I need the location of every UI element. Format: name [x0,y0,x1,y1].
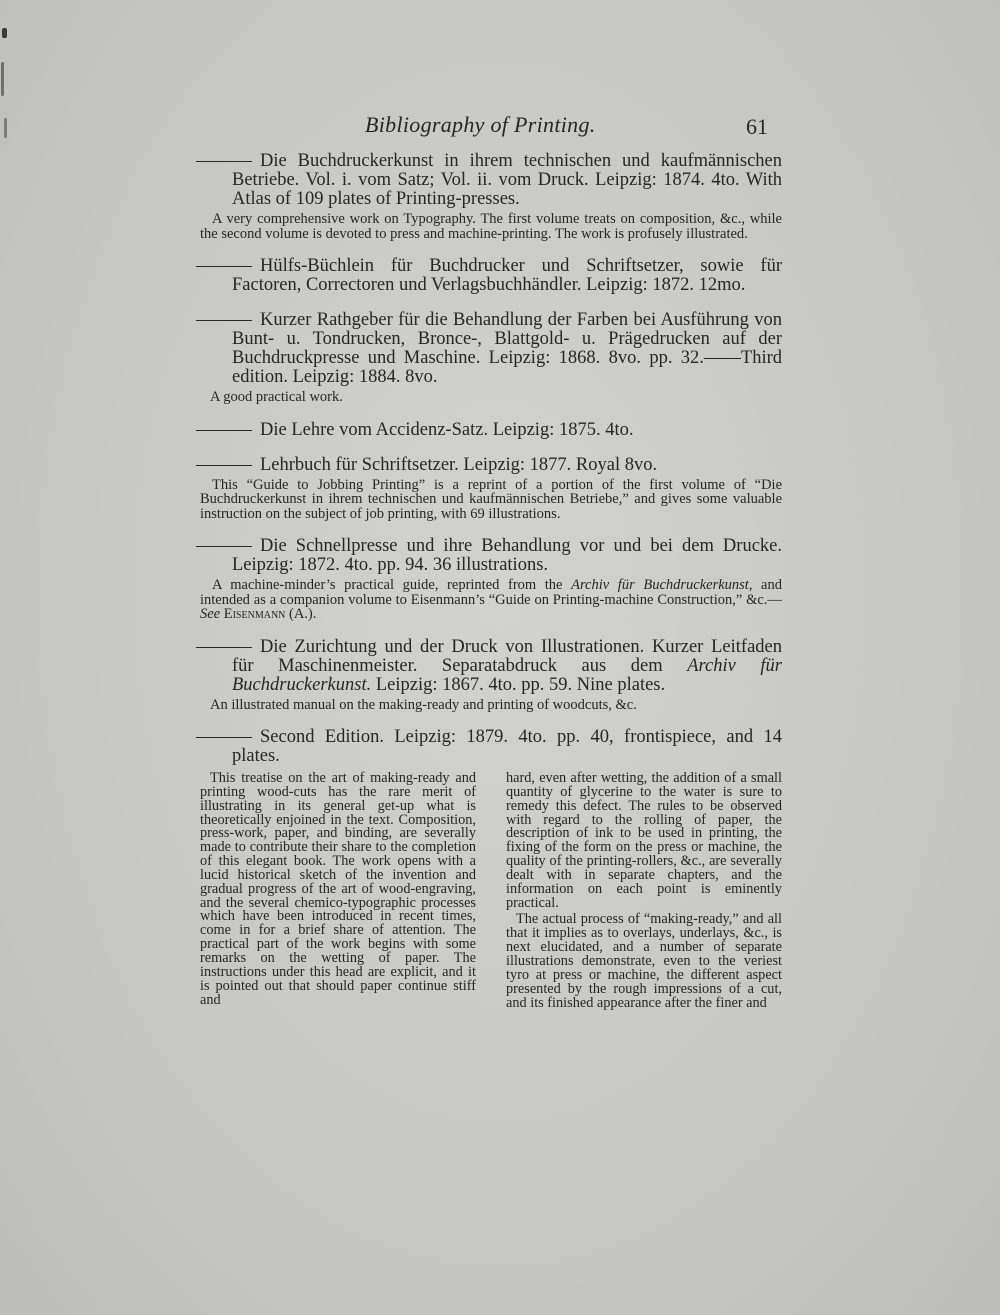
entry-citation-text: Leipzig: 1867. 4to. pp. 59. Nine plates. [371,674,666,695]
ditto-rule [196,161,252,162]
annotation-italic-title: Archiv für Buchdruckerkunst [571,577,749,593]
entry-citation-text: Die Lehre vom Accidenz-Satz. Leipzig: 1875. 4to. [260,419,634,440]
page-number: 61 [746,114,768,139]
entry-citation [200,728,782,766]
bibliography-entry [200,311,782,405]
review-column-right [506,772,782,1010]
entry-citation [200,421,782,440]
entry-citation [200,311,782,387]
review-paragraph: This treatise on the art of making-ready and printing wood-cuts has the rare merit of illustrating in its general get-up what is theoretically enjoined in the text. Composition, press-work, paper, and binding, are severally made to contribute their share to the completion of this elegant book. The work opens with a lucid historical sketch of the invention and gradual progress of the art of wood-engraving, and the several chemico-typographic processes which have been introduced in recent times, come in for a brief share of attention. The practical part of the work begins with some remarks on the wetting of paper. The instructions under this head are explicit, and it is pointed out that should paper continue stiff and [200,770,476,1008]
ditto-rule [196,266,252,267]
entry-citation-text: Die Buchdruckerkunst in ihrem technischen und kaufmännischen Betriebe. Vol. i. vom Satz; Vol. ii. vom Druck. Leipzig: 1874. 4to. With Atlas of 109 plates of Printing-presses. [232,151,782,209]
entry-annotation: A good practical work. [210,389,343,405]
entry-citation [200,638,782,695]
bibliography-entry [200,728,782,766]
entry-citation [200,152,782,209]
entry-annotation: An illustrated manual on the making-ready and printing of woodcuts, &c. [210,696,637,713]
entry-citation-text: Lehrbuch für Schriftsetzer. Leipzig: 1877. Royal 8vo. [260,454,658,475]
entry-italic-title: Archiv für Buchdruckerkunst. [232,655,783,695]
ditto-rule [196,737,252,738]
bibliography-entry [200,638,782,713]
bibliography-entry [200,537,782,622]
entry-citation [200,456,782,475]
entry-citation [200,257,782,295]
binding-edge-marks [0,0,14,160]
review-column-left [200,772,476,1010]
review-paragraph: hard, even after wetting, the addition of a small quantity of glycerine to the water is sure to remedy this defect. The rules to be observed with regard to the rolling of paper, the description of ink to be used in printing, the fixing of the form on the press or machine, the quality of the printing-rollers, &c., are severally dealt with in separate chapters, and the information on each point is eminently practical. [506,770,782,911]
ditto-rule [196,320,252,321]
ditto-rule [196,430,252,431]
ditto-rule [196,546,252,547]
annotation-cross-reference: Eisenmann (A.). [220,606,317,622]
ditto-rule [196,465,252,466]
entry-citation [200,537,782,575]
entry-citation-text: Kurzer Rathgeber für die Behandlung der Farben bei Ausführung von Bunt- u. Tondrucken, Bronce-, Blattgold- u. Prägedrucken auf der Buchdruckpresse und Maschine. Leipzig: 1868. 8vo. pp. 32.——Third edition. Leipzig: 1884. 8vo. [232,310,782,387]
annotation-text: A machine-minder’s practical guide, reprinted from the [212,577,572,593]
edge-mark [4,118,7,138]
entry-annotation [200,578,782,622]
review-columns [200,772,782,1010]
bibliography-entry [200,257,782,295]
bibliography-entry [200,456,782,522]
ditto-rule [196,647,252,648]
entry-annotation: This “Guide to Jobbing Printing” is a reprint of a portion of the first volume of “Die Buchdruckerkunst in ihrem technischen und kaufmännischen Betriebe,” and gives some valuable instruction on the subject of job printing, with 69 illustrations. [200,476,782,522]
running-title: Bibliography of Printing. [365,112,596,137]
edge-mark [2,28,7,38]
review-paragraph: The actual process of “making-ready,” and all that it implies as to overlays, underlays, &c., is next elucidated, and a number of separate illustrations demonstrate, even to the veriest tyro at press or machine, the different aspect presented by the rough impressions of a cut, and its finished appearance after the finer and [506,911,782,1011]
edge-mark [1,62,4,96]
entry-citation-text: Second Edition. Leipzig: 1879. 4to. pp. 40, frontispiece, and 14 plates. [232,727,782,766]
running-head [200,112,782,152]
annotation-see: See [200,606,221,622]
entry-citation-text: Die Zurichtung und der Druck von Illustrationen. Kurzer Leitfaden für Maschinenmeister. Separatabdruck aus dem [232,636,782,676]
page-content [200,112,782,1010]
entry-citation-text: Hülfs-Büchlein für Buchdrucker und Schriftsetzer, sowie für Factoren, Correctoren und Verlagsbuchhändler. Leipzig: 1872. 12mo. [232,256,782,295]
annotation-text: , and intended as a companion volume to Eisenmann’s “Guide on Printing-machine Construction,” &c.— [200,577,782,608]
bibliography-entry [200,421,782,440]
entry-annotation: A very comprehensive work on Typography. The first volume treats on composition, &c., while the second volume is devoted to press and machine-printing. The work is profusely illustrated. [200,211,782,242]
bibliography-entry [200,152,782,241]
entry-citation-text: Die Schnellpresse und ihre Behandlung vor und bei dem Drucke. Leipzig: 1872. 4to. pp. 94. 36 illustrations. [232,536,782,575]
